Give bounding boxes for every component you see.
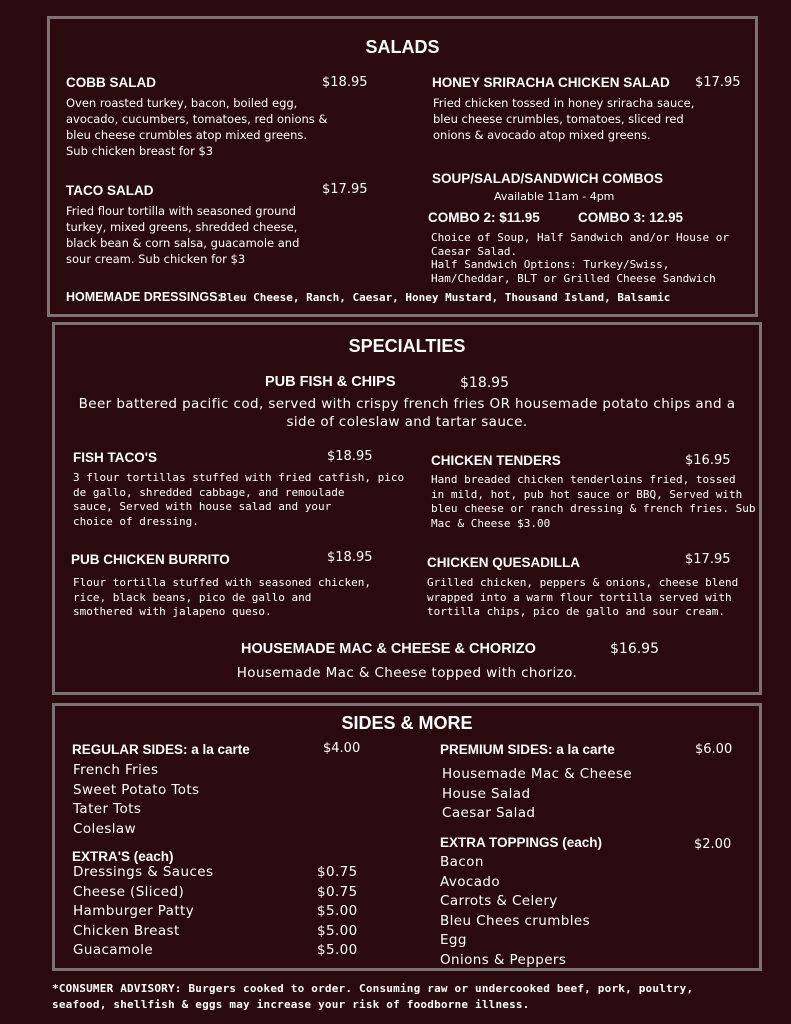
- regular-sides-title: REGULAR SIDES: a la carte: [72, 742, 250, 757]
- regular-sides-price: $4.00: [323, 741, 361, 756]
- combos-availability: Available 11am - 4pm: [494, 190, 615, 203]
- cobb-salad-desc: Oven roasted turkey, bacon, boiled egg, avocado, cucumbers, tomatoes, red onions & bleu cheese crumbles atop mixed greens. Sub chicken breast for $3: [66, 96, 328, 158]
- fish-taco-price: $18.95: [327, 449, 373, 464]
- list-item: Tater Tots: [73, 801, 142, 817]
- list-item: Sweet Potato Tots: [73, 781, 200, 798]
- honey-sriracha-price: $17.95: [695, 75, 741, 90]
- dressings-list: Bleu Cheese, Ranch, Caesar, Honey Mustard, Thousand Island, Balsamic: [220, 291, 671, 304]
- regular-sides-list: [73, 762, 199, 840]
- list-item: Carrots & Celery: [440, 893, 558, 909]
- chicken-burrito-name: PUB CHICKEN BURRITO: [71, 552, 230, 567]
- chicken-tenders-price: $16.95: [685, 453, 731, 468]
- fish-taco-name: FISH TACO'S: [73, 450, 157, 465]
- list-item: Bacon: [440, 854, 484, 870]
- chicken-burrito-price: $18.95: [327, 550, 373, 565]
- combos-title: SOUP/SALAD/SANDWICH COMBOS: [432, 171, 664, 186]
- chicken-tenders-name: CHICKEN TENDERS: [431, 453, 561, 468]
- sides-header: SIDES & MORE: [341, 713, 473, 733]
- cobb-salad-price: $18.95: [322, 75, 368, 90]
- combo-3: COMBO 3: 12.95: [578, 210, 684, 225]
- extras-prices: $0.75 $0.75 $5.00 $5.00 $5.00: [317, 864, 358, 958]
- salads-header: SALADS: [365, 37, 440, 57]
- combos-desc: Choice of Soup, Half Sandwich and/or House or Caesar Salad. Half Sandwich Options: Turkey/Swiss, Ham/Cheddar, BLT or Grilled Cheese Sandwich: [431, 231, 730, 285]
- salads-section: [47, 16, 758, 317]
- extra-toppings-price: $2.00: [694, 837, 732, 852]
- taco-salad-desc: Fried flour tortilla with seasoned ground turkey, mixed greens, shredded cheese, black bean & corn salsa, guacamole and sour cream. Sub chicken for $3: [66, 204, 300, 266]
- list-item: Chicken Breast: [73, 922, 180, 939]
- chicken-burrito-desc: Flour tortilla stuffed with seasoned chicken, rice, black beans, pico de gallo and smothered with jalapeno queso.: [73, 576, 372, 618]
- list-item: Egg: [440, 932, 467, 948]
- consumer-advisory: *CONSUMER ADVISORY: Burgers cooked to order. Consuming raw or undercooked beef, pork, poultry, seafood, shellfish & eggs may increase your risk of foodborne illness.: [52, 982, 694, 1011]
- taco-salad-price: $17.95: [322, 182, 368, 197]
- list-item: Dressings & Sauces: [73, 864, 214, 880]
- fish-taco-desc: 3 flour tortillas stuffed with fried catfish, pico de gallo, shredded cabbage, and remoulade sauce, Served with house salad and your choice of dressing.: [73, 471, 405, 528]
- fish-chips-name: PUB FISH & CHIPS: [265, 374, 396, 390]
- extra-toppings-title: EXTRA TOPPINGS (each): [440, 835, 603, 850]
- chicken-quesadilla-price: $17.95: [685, 552, 731, 567]
- honey-sriracha-name: HONEY SRIRACHA CHICKEN SALAD: [432, 75, 670, 90]
- honey-sriracha-desc: Fried chicken tossed in honey sriracha sauce, bleu cheese crumbles, tomatoes, sliced red onions & avocado atop mixed greens.: [433, 96, 695, 142]
- list-item: Guacamole: [73, 942, 154, 958]
- list-item: Cheese (Sliced): [73, 883, 185, 900]
- combo-2: COMBO 2: $11.95: [428, 210, 540, 225]
- mac-chorizo-desc: Housemade Mac & Cheese topped with chorizo.: [236, 665, 578, 681]
- list-item: Onions & Peppers: [440, 951, 567, 968]
- list-item: House Salad: [442, 785, 531, 802]
- list-item: French Fries: [73, 762, 159, 778]
- chicken-quesadilla-name: CHICKEN QUESADILLA: [427, 555, 581, 570]
- dressings-label: HOMEMADE DRESSINGS:: [66, 290, 222, 304]
- extra-toppings-list: [440, 854, 590, 971]
- cobb-salad-name: COBB SALAD: [66, 75, 156, 90]
- extras-title: EXTRA'S (each): [72, 849, 174, 864]
- list-item: Caesar Salad: [442, 805, 536, 821]
- sides-section: [52, 703, 762, 971]
- fish-chips-price: $18.95: [460, 375, 509, 391]
- fish-chips-desc: Beer battered pacific cod, served with crispy french fries OR housemade potato chips and a side of coleslaw and tartar sauce.: [78, 396, 736, 430]
- extras-list: [73, 864, 213, 962]
- list-item: Avocado: [440, 873, 501, 890]
- list-item: Bleu Chees crumbles: [440, 912, 591, 929]
- premium-sides-price: $6.00: [695, 742, 733, 757]
- premium-sides-title: PREMIUM SIDES: a la carte: [440, 742, 615, 757]
- specialties-section: [52, 322, 762, 695]
- list-item: Housemade Mac & Cheese: [442, 766, 633, 782]
- taco-salad-name: TACO SALAD: [66, 183, 154, 198]
- chicken-tenders-desc: Hand breaded chicken tenderloins fried, tossed in mild, hot, pub hot sauce or BBQ, Served with bleu cheese or ranch dressing & french fries. Sub Mac & Cheese $3.00: [431, 473, 756, 530]
- mac-chorizo-price: $16.95: [610, 641, 659, 657]
- chicken-quesadilla-desc: Grilled chicken, peppers & onions, cheese blend wrapped into a warm flour tortilla served with tortilla chips, pico de gallo and sour cream.: [427, 576, 739, 618]
- premium-sides-list: [442, 766, 632, 825]
- list-item: Hamburger Patty: [73, 903, 195, 919]
- mac-chorizo-name: HOUSEMADE MAC & CHEESE & CHORIZO: [241, 641, 536, 657]
- list-item: Coleslaw: [73, 820, 137, 837]
- specialties-header: SPECIALTIES: [348, 336, 466, 356]
